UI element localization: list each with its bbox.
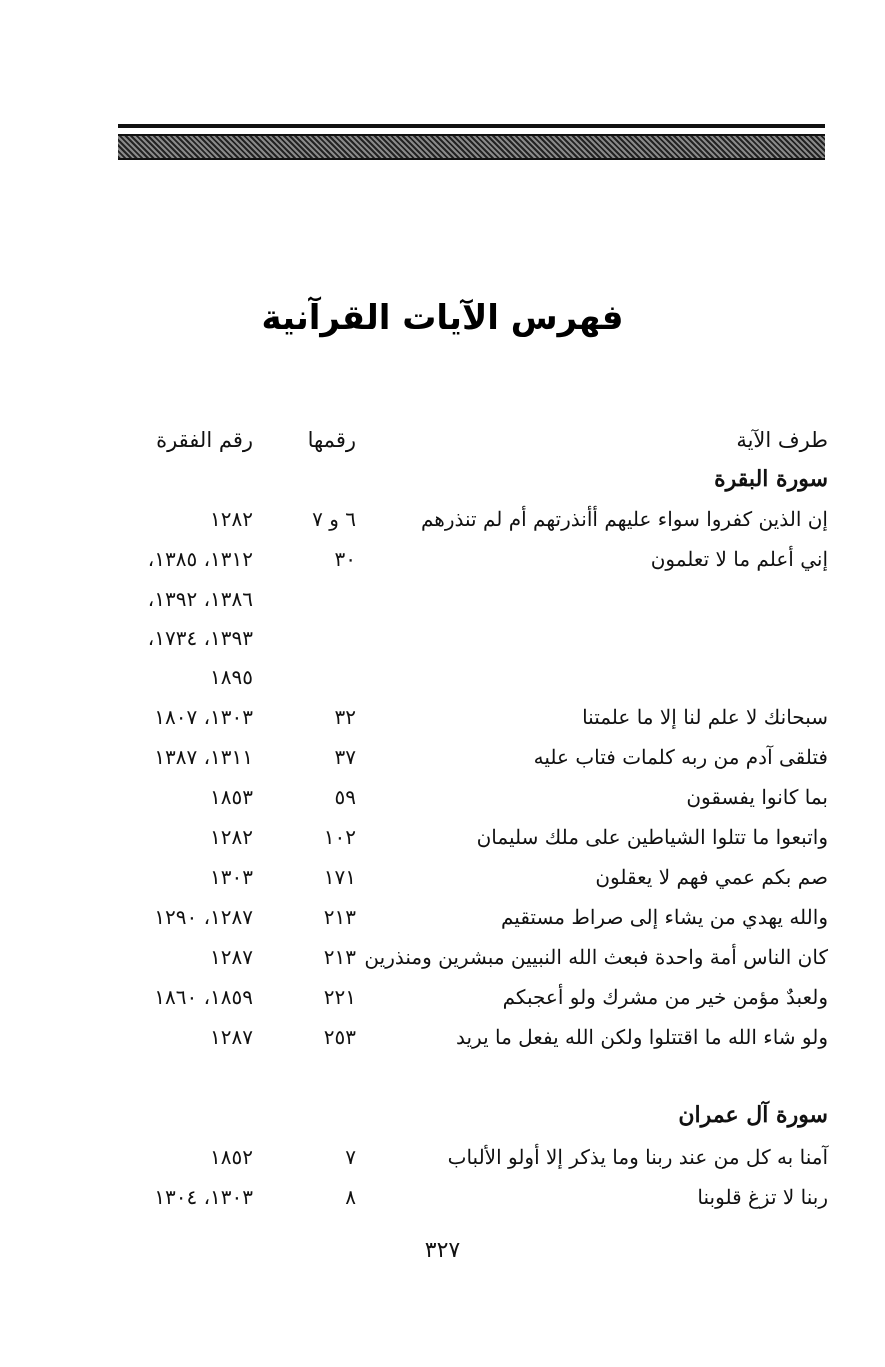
top-hatched-band: [118, 134, 825, 160]
table-row: [0, 587, 885, 627]
verse-text: ولعبدٌ مؤمن خير من مشرك ولو أعجبكم: [502, 985, 828, 1009]
paragraph-number: ١٢٨٢: [210, 825, 253, 849]
table-row: [0, 665, 885, 705]
paragraph-number: ١٢٨٧: [210, 945, 253, 969]
verse-text: صم بكم عمي فهم لا يعقلون: [595, 865, 828, 889]
verse-text: إني أعلم ما لا تعلمون: [650, 547, 828, 571]
table-row: [0, 865, 885, 905]
verse-number: ٢١٣: [323, 945, 356, 969]
table-row: [0, 945, 885, 985]
table-row: [0, 507, 885, 547]
column-header-row: [0, 428, 885, 468]
verse-number: ٣٢: [334, 705, 356, 729]
top-decorative-rule: [118, 124, 825, 158]
paragraph-number: ١٣٩٣، ١٧٣٤،: [147, 626, 253, 650]
table-row: [0, 745, 885, 785]
surah-heading-al-imran: سورة آل عمران: [678, 1102, 828, 1128]
header-number: رقمها: [307, 428, 356, 452]
table-row: [0, 985, 885, 1025]
header-verse: طرف الآية: [736, 428, 828, 452]
verse-number: ٢٥٣: [323, 1025, 356, 1049]
table-row: [0, 1025, 885, 1065]
surah-heading-baqarah: سورة البقرة: [714, 466, 828, 492]
verse-number: ٦ و ٧: [312, 507, 356, 531]
verse-number: ١٧١: [323, 865, 356, 889]
verse-text: آمنا به كل من عند ربنا وما يذكر إلا أولو الألباب: [447, 1145, 828, 1169]
paragraph-number: ١٨٩٥: [210, 665, 253, 689]
verse-number: ٨: [345, 1185, 356, 1209]
table-row: [0, 1145, 885, 1185]
table-row: [0, 905, 885, 945]
top-thin-line: [118, 124, 825, 128]
table-row: [0, 825, 885, 865]
verse-number: ٧: [345, 1145, 356, 1169]
verse-text: ربنا لا تزغ قلوبنا: [697, 1185, 828, 1209]
verse-text: ولو شاء الله ما اقتتلوا ولكن الله يفعل ما يريد: [455, 1025, 828, 1049]
paragraph-number: ١٨٥٣: [210, 785, 253, 809]
table-row: [0, 547, 885, 587]
verse-text: كان الناس أمة واحدة فبعث الله النبيين مبشرين ومنذرين: [364, 945, 828, 969]
paragraph-number: ١٣١١، ١٣٨٧: [154, 745, 253, 769]
verse-text: فتلقى آدم من ربه كلمات فتاب عليه: [533, 745, 828, 769]
verse-text: والله يهدي من يشاء إلى صراط مستقيم: [500, 905, 828, 929]
verse-text: بما كانوا يفسقون: [686, 785, 828, 809]
verse-text: إن الذين كفروا سواء عليهم أأنذرتهم أم لم تنذرهم: [421, 507, 828, 531]
table-row: [0, 785, 885, 825]
paragraph-number: ١٣٠٣، ١٨٠٧: [154, 705, 253, 729]
verse-text: واتبعوا ما تتلوا الشياطين على ملك سليمان: [476, 825, 828, 849]
verse-number: ٣٧: [334, 745, 356, 769]
paragraph-number: ١٣٠٣: [210, 865, 253, 889]
verse-number: ٥٩: [334, 785, 356, 809]
paragraph-number: ١٣٠٣، ١٣٠٤: [154, 1185, 253, 1209]
header-paragraph: رقم الفقرة: [156, 428, 253, 452]
paragraph-number: ١٢٨٧: [210, 1025, 253, 1049]
page-title: فهرس الآيات القرآنية: [261, 298, 624, 338]
table-row: [0, 626, 885, 666]
verse-number: ٢١٣: [323, 905, 356, 929]
paragraph-number: ١٨٥٢: [210, 1145, 253, 1169]
table-row: [0, 1185, 885, 1225]
paragraph-number: ١٢٨٧، ١٢٩٠: [154, 905, 253, 929]
verse-number: ١٠٢: [323, 825, 356, 849]
paragraph-number: ١٨٥٩، ١٨٦٠: [154, 985, 253, 1009]
verse-number: ٢٢١: [323, 985, 356, 1009]
verse-text: سبحانك لا علم لنا إلا ما علمتنا: [582, 705, 828, 729]
verse-number: ٣٠: [334, 547, 356, 571]
paragraph-number: ١٣٨٦، ١٣٩٢،: [147, 587, 253, 611]
page-number: ٣٢٧: [424, 1238, 461, 1263]
table-row: [0, 705, 885, 745]
paragraph-number: ١٢٨٢: [210, 507, 253, 531]
paragraph-number: ١٣١٢، ١٣٨٥،: [147, 547, 253, 571]
